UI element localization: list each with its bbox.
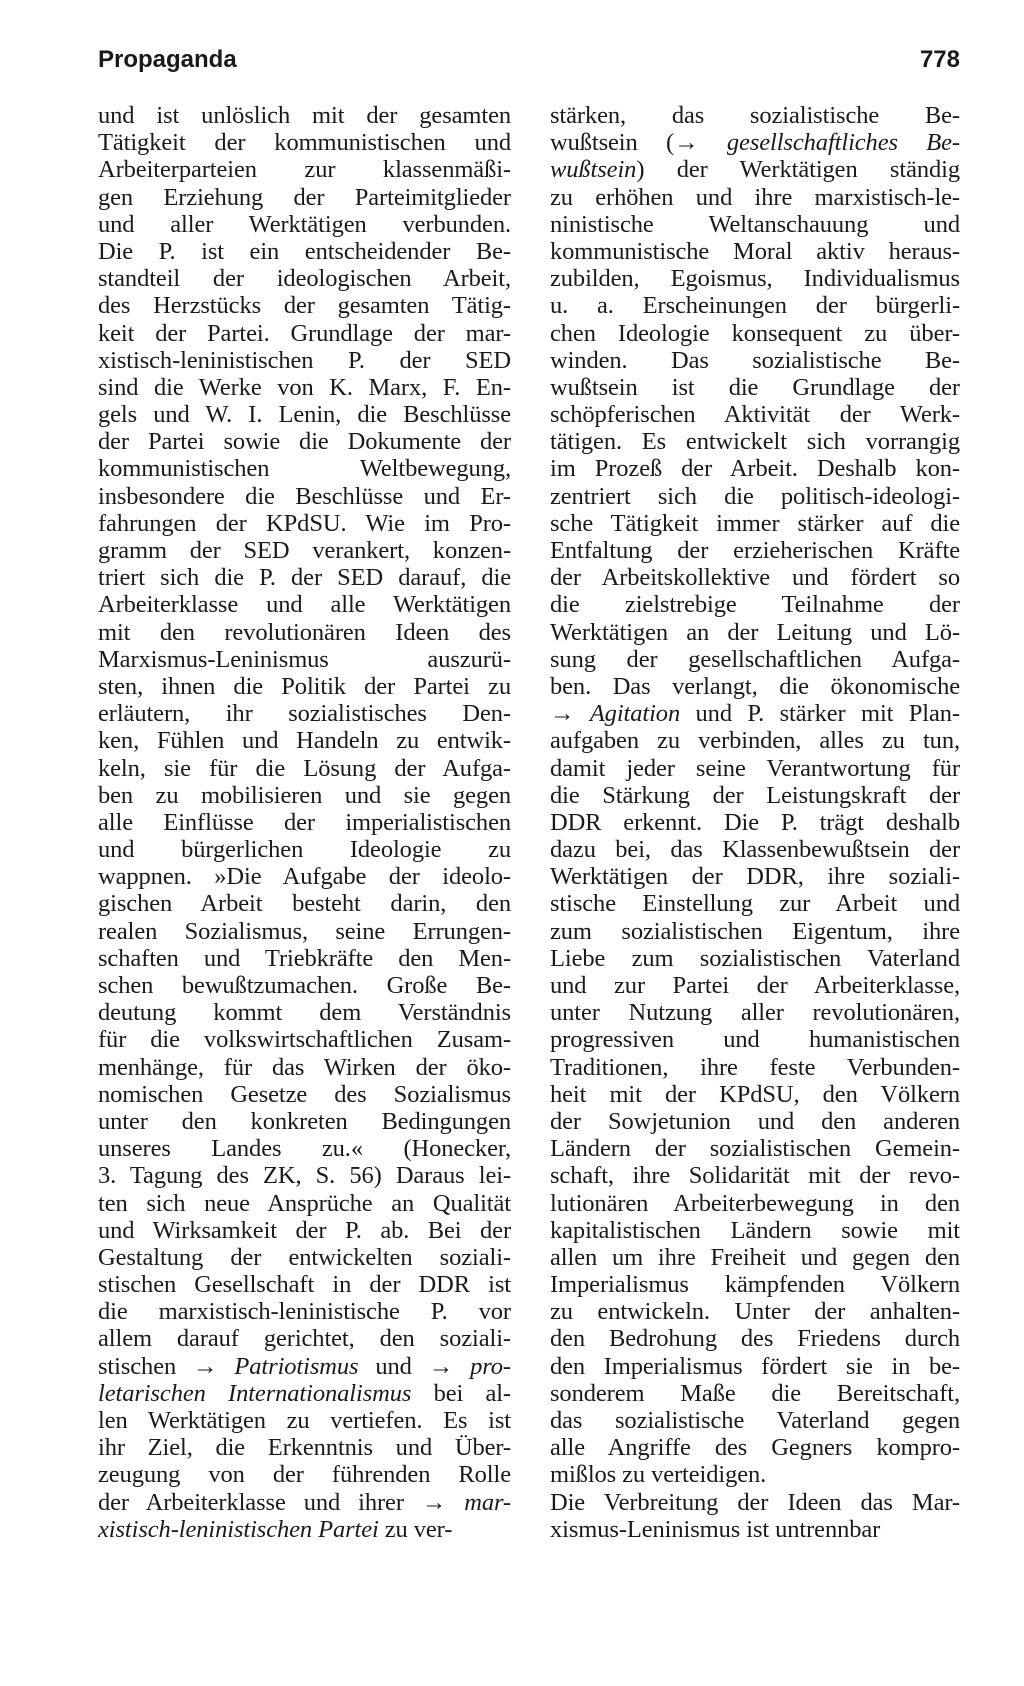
text-line: stischen Gesellschaft in der DDR ist [98,1271,511,1299]
text-line: fahrungen der KPdSU. Wie im Pro- [98,509,511,537]
text-line: sten, ihnen die Politik der Partei zu [98,672,511,700]
text-line: schaft, ihre Solidarität mit der revo- [550,1162,960,1190]
text-line: letarischen Internationalismus bei al- [98,1379,511,1407]
text-line: erläutern, ihr sozialistisches Den- [98,700,511,728]
text-line: stischen → Patriotismus und → pro- [98,1352,511,1380]
text-line: kommunistische Moral aktiv heraus- [550,237,960,265]
text-line: Ländern der sozialistischen Gemein- [550,1135,960,1163]
text-line: schöpferischen Aktivität der Werk- [550,401,960,429]
text-line: den Imperialismus fördert sie in be- [550,1352,960,1380]
text-line: im Prozeß der Arbeit. Deshalb kon- [550,455,960,483]
text-line: sche Tätigkeit immer stärker auf die [550,509,960,537]
text-line: wußtsein (→ gesellschaftliches Be- [550,129,960,157]
text-line: Marxismus-Leninismus auszurü- [98,645,511,673]
text-line: ten sich neue Ansprüche an Qualität [98,1189,511,1217]
text-line: lutionären Arbeiterbewegung in den [550,1189,960,1217]
text-line: allem darauf gerichtet, den soziali- [98,1325,511,1353]
text-line: die Stärkung der Leistungskraft der [550,781,960,809]
text-line: Imperialismus kämpfenden Völkern [550,1271,960,1299]
text-line: xistisch-leninistischen P. der SED [98,346,511,374]
text-column-left [98,102,511,1543]
text-line: zeugung von der führenden Rolle [98,1461,511,1489]
text-line: zum sozialistischen Eigentum, ihre [550,917,960,945]
text-line: des Herzstücks der gesamten Tätig- [98,292,511,320]
text-line: unseres Landes zu.« (Honecker, [98,1135,511,1163]
text-line: Arbeiterklasse und alle Werktätigen [98,591,511,619]
text-line: sung der gesellschaftlichen Aufga- [550,645,960,673]
text-line: wußtsein ist die Grundlage der [550,373,960,401]
text-line: und bürgerlichen Ideologie zu [98,836,511,864]
text-line: Werktätigen an der Leitung und Lö- [550,618,960,646]
text-line: wappnen. »Die Aufgabe der ideolo- [98,863,511,891]
text-line: damit jeder seine Verantwortung für [550,754,960,782]
text-line: das sozialistische Vaterland gegen [550,1407,960,1434]
text-line: kapitalistischen Ländern sowie mit [550,1216,960,1244]
text-line: Liebe zum sozialistischen Vaterland [550,944,960,972]
text-line: zu entwickeln. Unter der anhalten- [550,1298,960,1326]
text-line: schaften und Triebkräfte den Men- [98,944,511,972]
text-line: standteil der ideologischen Arbeit, [98,265,511,293]
text-line: gischen Arbeit besteht darin, den [98,890,511,918]
text-line: unter den konkreten Bedingungen [98,1107,511,1135]
text-line: → Agitation und P. stärker mit Plan- [550,700,960,728]
text-line: unter Nutzung aller revolutionären, [550,999,960,1027]
text-line: mit den revolutionären Ideen des [98,618,511,646]
text-line: xismus-Leninismus ist untrennbar [550,1515,881,1543]
text-line: der Arbeiterklasse und ihrer → mar- [98,1488,511,1516]
text-line: gels und W. I. Lenin, die Beschlüsse [98,401,511,429]
text-line: ninistische Weltanschauung und [550,210,960,238]
text-line: die marxistisch-leninistische P. vor [98,1298,511,1326]
text-line: xistisch-leninistischen Partei zu ver- [98,1515,453,1543]
text-line: allen um ihre Freiheit und gegen den [550,1243,960,1271]
text-line: Die P. ist ein entscheidender Be- [98,237,511,265]
text-line: 3. Tagung des ZK, S. 56) Daraus lei- [98,1162,511,1190]
text-line: chen Ideologie konsequent zu über- [550,319,960,347]
text-line: zubilden, Egoismus, Individualismus [550,265,960,293]
text-line: schen bewußtzumachen. Große Be- [98,972,511,999]
text-line: sonderem Maße die Bereitschaft, [550,1379,960,1407]
text-line: tätigen. Es entwickelt sich vorrangig [550,428,960,456]
text-line: Tätigkeit der kommunistischen und [98,129,511,157]
text-line: für die volkswirtschaftlichen Zusam- [98,1026,511,1054]
text-line: DDR erkennt. Die P. trägt deshalb [550,808,960,836]
page-number: 778 [919,46,960,73]
text-line: nomischen Gesetze des Sozialismus [98,1080,511,1108]
text-line: Werktätigen der DDR, ihre soziali- [550,863,960,891]
text-line: wußtsein) der Werktätigen ständig [550,156,960,184]
text-line: aufgaben zu verbinden, alles zu tun, [550,727,960,755]
text-line: deutung kommt dem Verständnis [98,999,511,1027]
text-line: keln, sie für die Lösung der Aufga- [98,754,511,782]
text-line: dazu bei, das Klassenbewußtsein der [550,836,960,864]
text-line: der Partei sowie die Dokumente der [98,428,511,456]
text-line: alle Einflüsse der imperialistischen [98,808,511,836]
text-line: ihr Ziel, die Erkenntnis und Über- [98,1434,511,1462]
page-header [98,46,960,82]
text-line: Die Verbreitung der Ideen das Mar- [550,1488,960,1516]
text-line: ken, Fühlen und Handeln zu entwik- [98,727,511,755]
text-line: alle Angriffe des Gegners kompro- [550,1434,960,1462]
text-line: keit der Partei. Grundlage der mar- [98,319,511,347]
text-line: stische Einstellung zur Arbeit und [550,890,960,918]
text-line: Arbeiterparteien zur klassenmäßi- [98,156,511,184]
text-line: zentriert sich die politisch-ideologi- [550,482,960,510]
text-line: und Wirksamkeit der P. ab. Bei der [98,1216,511,1244]
running-head-title: Propaganda [98,46,237,73]
text-line: zu erhöhen und ihre marxistisch-le- [550,183,960,211]
text-line: len Werktätigen zu vertiefen. Es ist [98,1407,511,1434]
text-line: gen Erziehung der Parteimitglieder [98,183,511,211]
text-line: ben zu mobilisieren und sie gegen [98,781,511,809]
text-line: kommunistischen Weltbewegung, [98,455,511,483]
text-column-right [550,102,960,1543]
text-line: und ist unlöslich mit der gesamten [98,102,511,129]
text-line: und aller Werktätigen verbunden. [98,210,511,238]
text-line: insbesondere die Beschlüsse und Er- [98,482,511,510]
text-line: Gestaltung der entwickelten soziali- [98,1243,511,1271]
text-line: triert sich die P. der SED darauf, die [98,564,511,592]
text-line: der Arbeitskollektive und fördert so [550,564,960,592]
text-line: progressiven und humanistischen [550,1026,960,1054]
text-line: ben. Das verlangt, die ökonomische [550,672,960,700]
text-line: sind die Werke von K. Marx, F. En- [98,373,511,401]
text-line: Traditionen, ihre feste Verbunden- [550,1053,960,1081]
text-line: der Sowjetunion und den anderen [550,1107,960,1135]
text-line: den Bedrohung des Friedens durch [550,1325,960,1353]
text-line: menhänge, für das Wirken der öko- [98,1053,511,1081]
text-line: realen Sozialismus, seine Errungen- [98,917,511,945]
text-line: die zielstrebige Teilnahme der [550,591,960,619]
text-line: mißlos zu verteidigen. [550,1461,767,1489]
text-line: stärken, das sozialistische Be- [550,102,960,129]
text-line: winden. Das sozialistische Be- [550,346,960,374]
text-line: heit mit der KPdSU, den Völkern [550,1080,960,1108]
text-line: u. a. Erscheinungen der bürgerli- [550,292,960,320]
text-line: gramm der SED verankert, konzen- [98,537,511,564]
text-line: und zur Partei der Arbeiterklasse, [550,972,960,999]
text-line: Entfaltung der erzieherischen Kräfte [550,537,960,564]
